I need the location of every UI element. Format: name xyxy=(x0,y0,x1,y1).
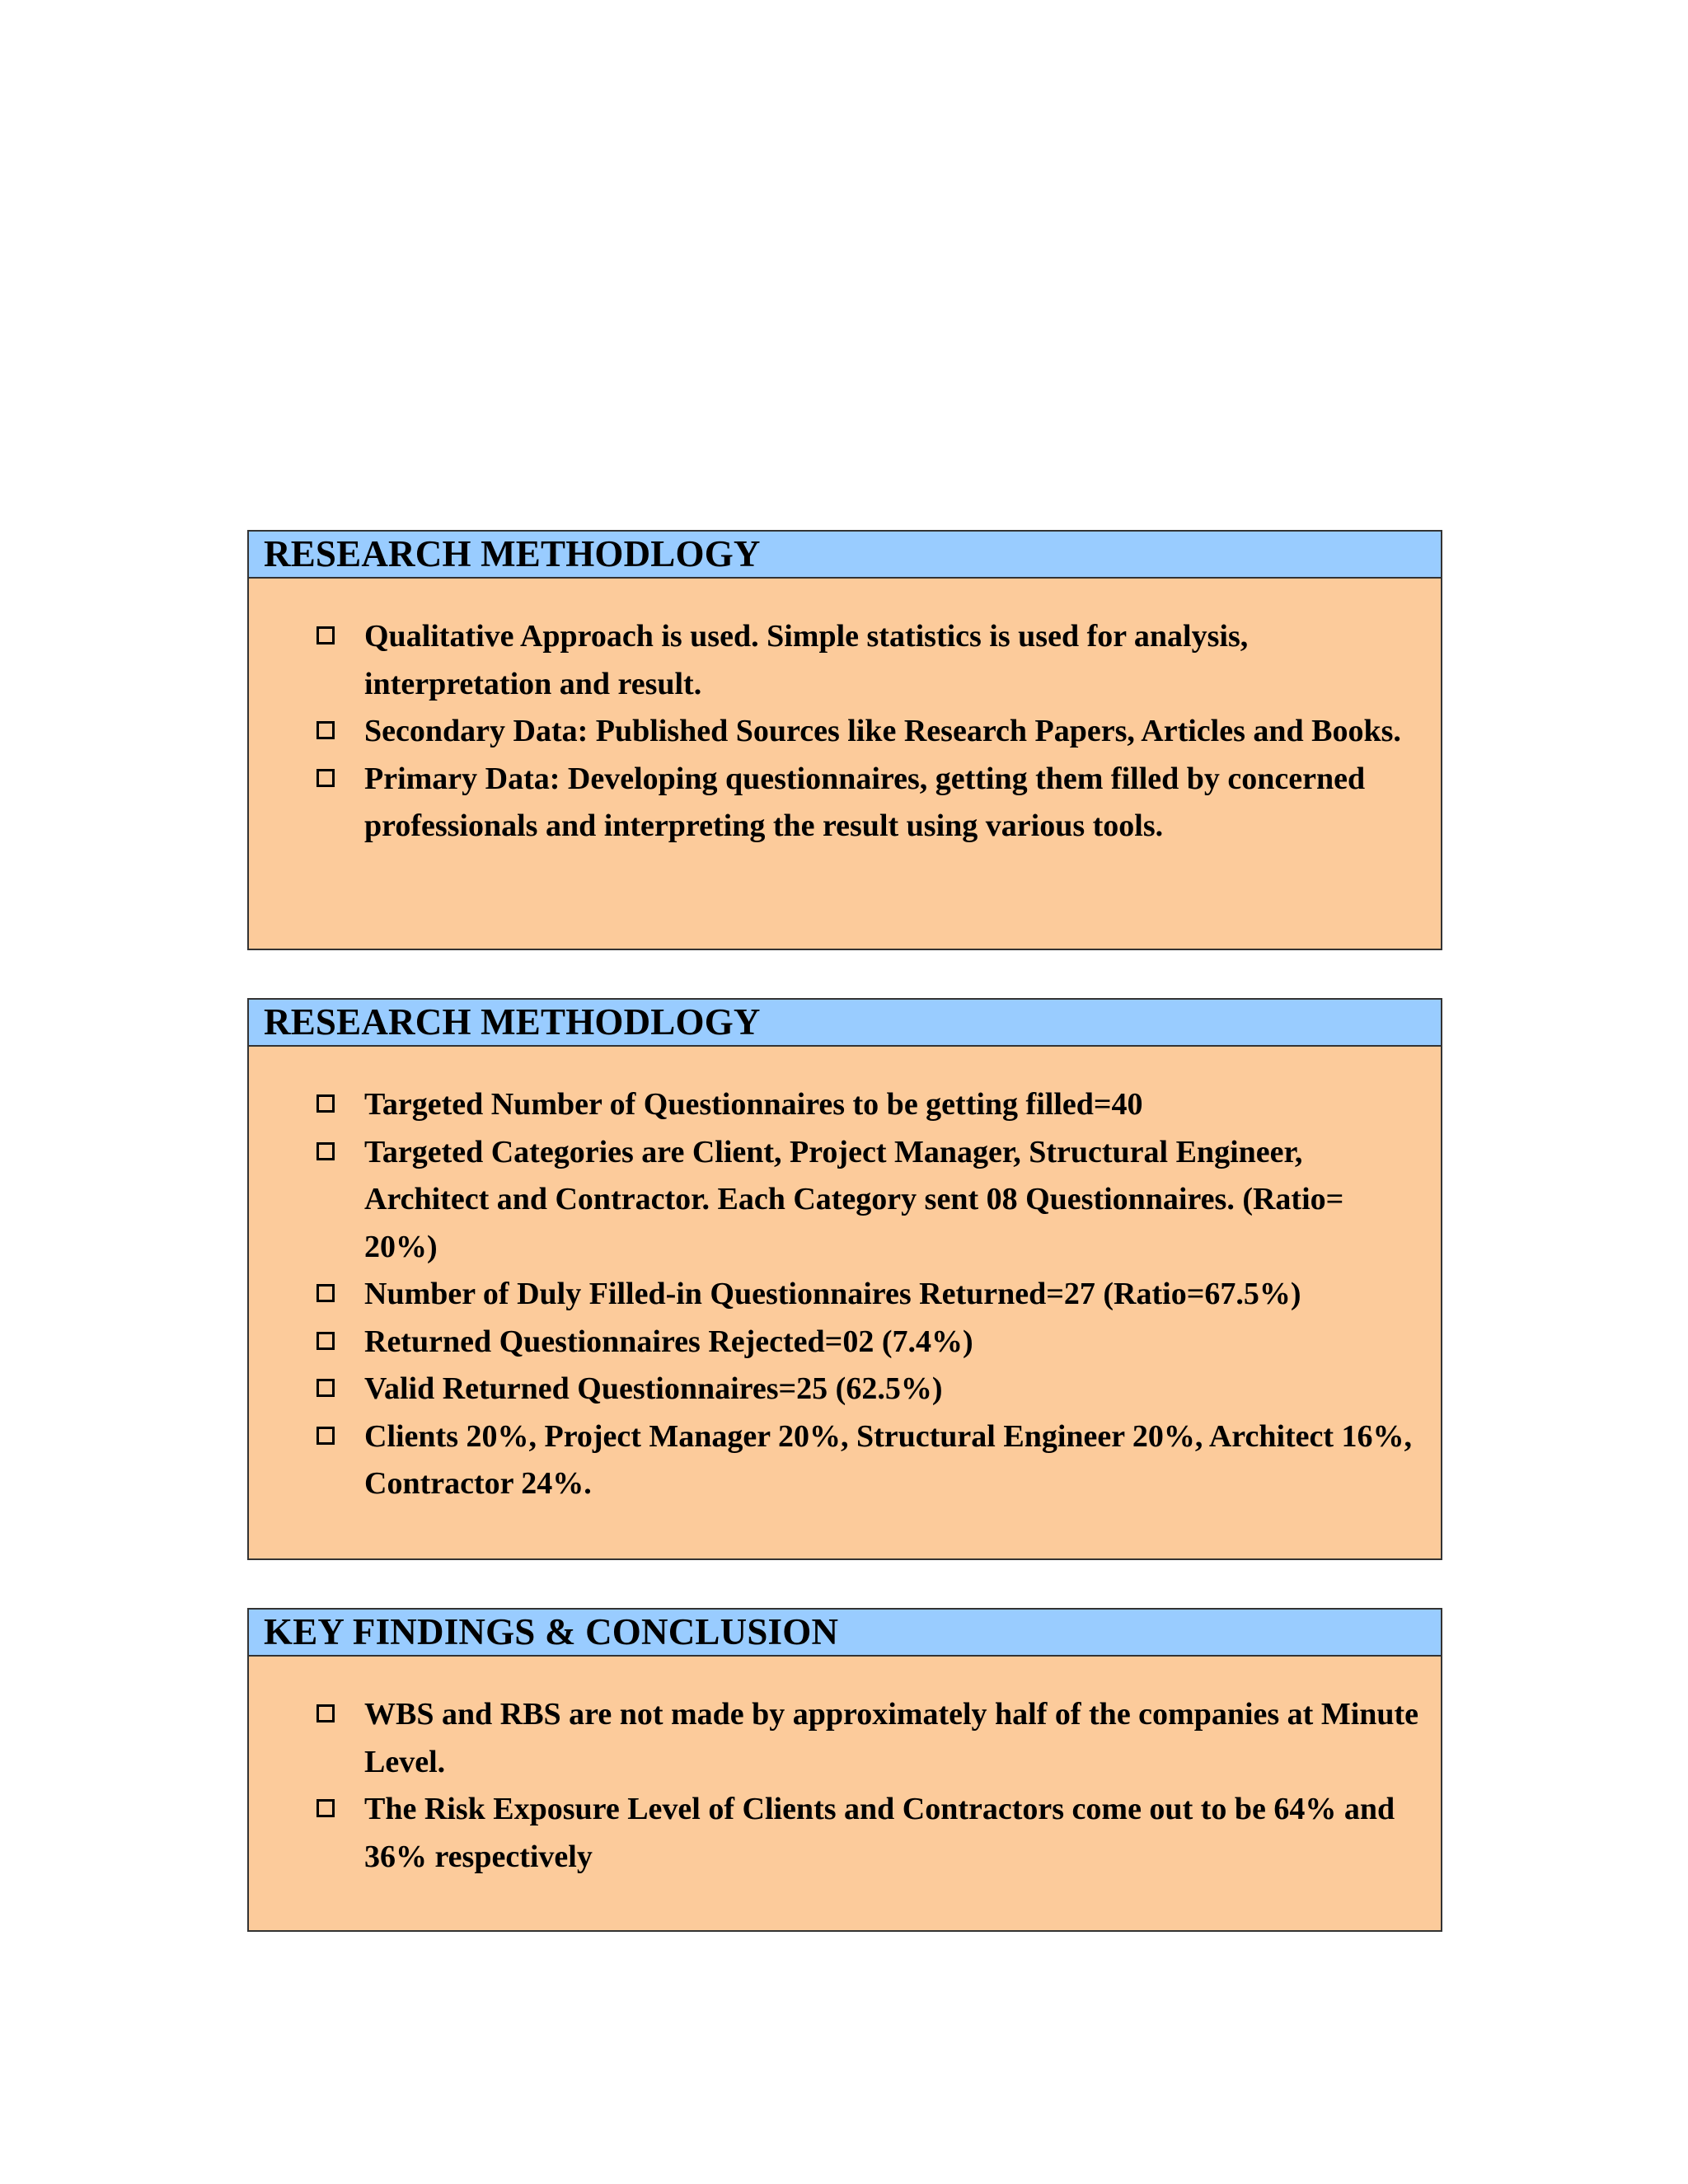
list-item xyxy=(249,1786,1441,1881)
list-item-text: Targeted Number of Questionnaires to be getting filled=40 xyxy=(364,1087,1143,1122)
list-item xyxy=(249,756,1441,851)
section-title: RESEARCH METHODLOGY xyxy=(264,1001,761,1043)
checkbox-bullet-icon xyxy=(316,1142,335,1160)
list-item-text: WBS and RBS are not made by approximately half of the companies at Minute Level. xyxy=(364,1697,1419,1779)
checkbox-bullet-icon xyxy=(316,721,335,739)
checkbox-bullet-icon xyxy=(316,1379,335,1397)
checkbox-bullet-icon xyxy=(316,1284,335,1302)
list-item xyxy=(249,708,1441,756)
checkbox-bullet-icon xyxy=(316,626,335,644)
list-item xyxy=(249,1366,1441,1413)
list-item-text: Clients 20%, Project Manager 20%, Structural Engineer 20%, Architect 16%, Contractor 24%. xyxy=(364,1418,1413,1501)
list-item xyxy=(249,1691,1441,1786)
research-methodology-section-1 xyxy=(247,530,1442,950)
section-title: KEY FINDINGS & CONCLUSION xyxy=(264,1611,839,1652)
checkbox-bullet-icon xyxy=(316,769,335,787)
checkbox-bullet-icon xyxy=(316,1427,335,1445)
bullet-list xyxy=(249,579,1441,851)
list-item xyxy=(249,1413,1441,1508)
list-item xyxy=(249,1271,1441,1319)
bullet-list xyxy=(249,1047,1441,1508)
section-title: RESEARCH METHODLOGY xyxy=(264,533,761,574)
list-item-text: Returned Questionnaires Rejected=02 (7.4%) xyxy=(364,1324,973,1359)
section-header xyxy=(249,532,1441,579)
list-item xyxy=(249,613,1441,708)
checkbox-bullet-icon xyxy=(316,1332,335,1350)
section-header xyxy=(249,1610,1441,1657)
section-header xyxy=(249,1000,1441,1047)
checkbox-bullet-icon xyxy=(316,1094,335,1113)
checkbox-bullet-icon xyxy=(316,1704,335,1722)
list-item-text: Primary Data: Developing questionnaires, getting them filled by concerned professionals and interpreting the result using various tools. xyxy=(364,761,1366,843)
list-item-text: Qualitative Approach is used. Simple statistics is used for analysis, interpretation and result. xyxy=(364,619,1249,701)
key-findings-section xyxy=(247,1608,1442,1932)
list-item-text: The Risk Exposure Level of Clients and Contractors come out to be 64% and 36% respectively xyxy=(364,1792,1395,1874)
bullet-list xyxy=(249,1657,1441,1881)
list-item-text: Number of Duly Filled-in Questionnaires Returned=27 (Ratio=67.5%) xyxy=(364,1277,1301,1311)
list-item xyxy=(249,1319,1441,1366)
list-item-text: Valid Returned Questionnaires=25 (62.5%) xyxy=(364,1371,943,1406)
list-item-text: Secondary Data: Published Sources like Research Papers, Articles and Books. xyxy=(364,714,1401,748)
list-item-text: Targeted Categories are Client, Project Manager, Structural Engineer, Architect and Contractor. Each Category sent 08 Questionnaires. (Ratio= 20%) xyxy=(364,1134,1344,1264)
checkbox-bullet-icon xyxy=(316,1799,335,1817)
list-item xyxy=(249,1129,1441,1272)
research-methodology-section-2 xyxy=(247,998,1442,1560)
list-item xyxy=(249,1081,1441,1129)
